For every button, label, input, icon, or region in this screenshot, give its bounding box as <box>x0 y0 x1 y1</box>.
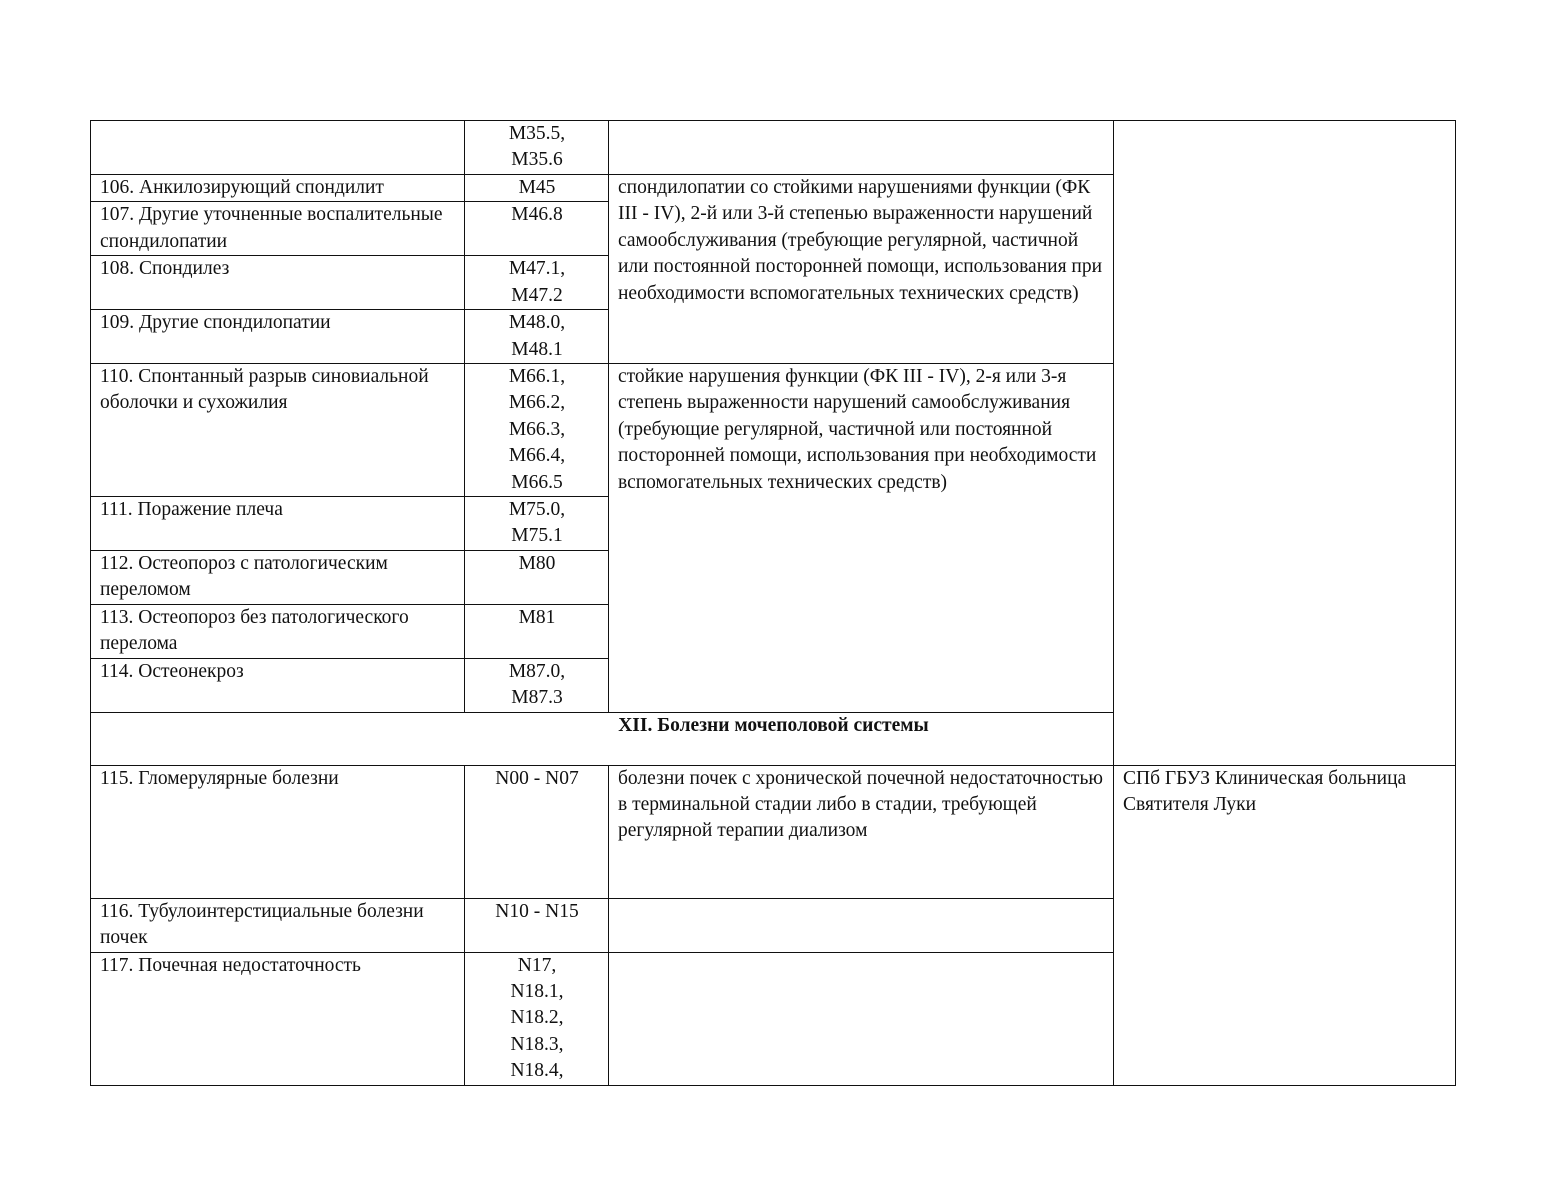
disease-name-cell: 117. Почечная недостаточность <box>91 952 465 1085</box>
section-title: XII. Болезни мочеполовой системы <box>91 712 1456 765</box>
icd-codes-cell: М35.5, М35.6 <box>465 121 609 175</box>
icd-codes-cell: М46.8 <box>465 202 609 256</box>
disease-name-cell: 110. Спонтанный разрыв синовиальной оболочки и сухожилия <box>91 364 465 497</box>
table-row <box>91 765 1456 898</box>
icd-codes-cell: М66.1, М66.2, М66.3, М66.4, М66.5 <box>465 364 609 497</box>
icd-codes-cell: М45 <box>465 175 609 202</box>
disease-table <box>90 120 1456 1086</box>
disease-name-cell: 115. Гломерулярные болезни <box>91 765 465 898</box>
disease-name-cell: 112. Остеопороз с патологическим переломом <box>91 550 465 604</box>
disease-name-cell: 114. Остеонекроз <box>91 658 465 712</box>
icd-codes-cell: N10 - N15 <box>465 898 609 952</box>
icd-codes-cell: М48.0, М48.1 <box>465 310 609 364</box>
disease-name-cell: 113. Остеопороз без патологического перелома <box>91 604 465 658</box>
organization-cell <box>1114 121 1456 766</box>
icd-codes-cell: N00 - N07 <box>465 765 609 898</box>
icd-codes-cell: М75.0, М75.1 <box>465 497 609 551</box>
disease-name-cell: 108. Спондилез <box>91 256 465 310</box>
criteria-cell <box>609 121 1114 175</box>
organization-cell: СПб ГБУЗ Клиническая больница Святителя Луки <box>1114 765 1456 1085</box>
criteria-cell: стойкие нарушения функции (ФК III - IV), 2-я или 3-я степень выраженности нарушений самообслуживания (требующие регулярной, частичной или постоянной посторонней помощи, использования при необходимости вспомогательных технических средств) <box>609 364 1114 712</box>
criteria-cell <box>609 952 1114 1085</box>
icd-codes-cell: М81 <box>465 604 609 658</box>
disease-name-cell: 106. Анкилозирующий спондилит <box>91 175 465 202</box>
icd-codes-cell: N17, N18.1, N18.2, N18.3, N18.4, <box>465 952 609 1085</box>
disease-name-cell: 116. Тубулоинтерстициальные болезни почек <box>91 898 465 952</box>
criteria-cell <box>609 898 1114 952</box>
disease-name-cell: 111. Поражение плеча <box>91 497 465 551</box>
icd-codes-cell: М87.0, М87.3 <box>465 658 609 712</box>
icd-codes-cell: М80 <box>465 550 609 604</box>
disease-name-cell <box>91 121 465 175</box>
table-row <box>91 121 1456 175</box>
section-header-row <box>91 712 1456 765</box>
disease-name-cell: 109. Другие спондилопатии <box>91 310 465 364</box>
criteria-cell: болезни почек с хронической почечной недостаточностью в терминальной стадии либо в стадии, требующей регулярной терапии диализом <box>609 765 1114 898</box>
criteria-cell: спондилопатии со стойкими нарушениями функции (ФК III - IV), 2-й или 3-й степенью выраженности нарушений самообслуживания (требующие регулярной, частичной или постоянной посторонней помощи, использования при необходимости вспомогательных технических средств) <box>609 175 1114 364</box>
icd-codes-cell: М47.1, М47.2 <box>465 256 609 310</box>
disease-name-cell: 107. Другие уточненные воспалительные спондилопатии <box>91 202 465 256</box>
